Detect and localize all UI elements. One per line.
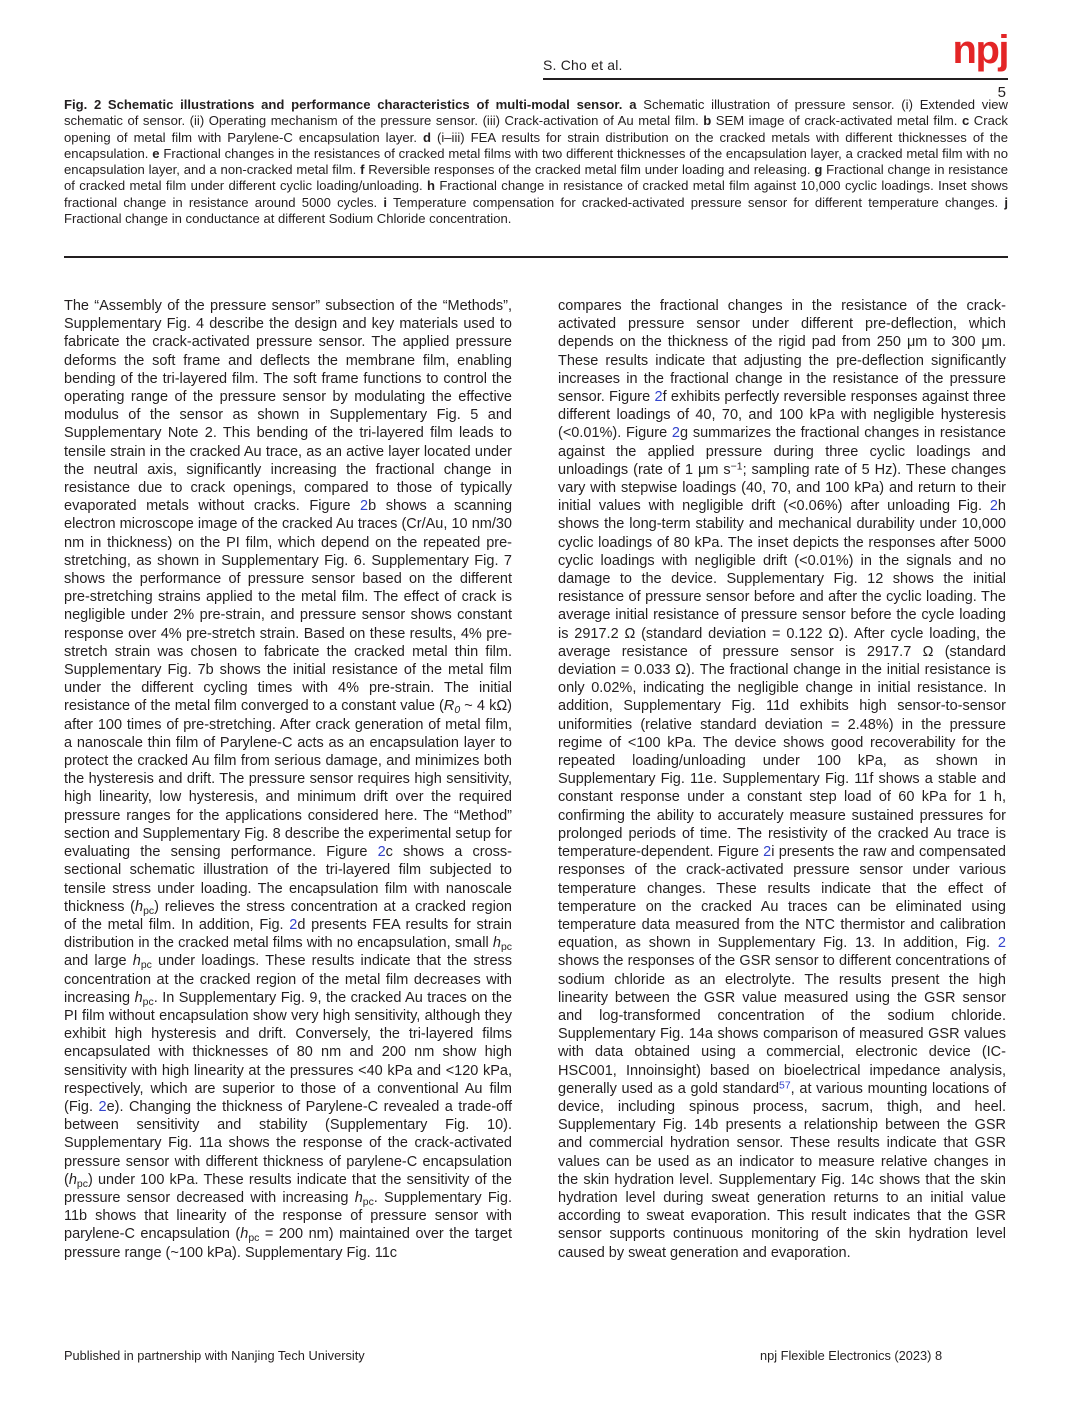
text-run: pc [143, 905, 155, 917]
fig-2c-link[interactable]: 2 [377, 844, 386, 861]
text-run: Fractional change in conductance at different Sodium Chloride concentration. [64, 211, 512, 227]
text-run: Reversible responses of the cracked metal film under loading and releasing. [364, 162, 815, 178]
text-run: j [1004, 194, 1008, 210]
text-run: h [240, 1226, 249, 1243]
text-run: compares the fractional changes in the resistance of the crack-activated pressure sensor under different pre-deflection, which depends on the thickness of the rigid pad from 250 μm to 300 μm. These results indicate that adjusting the pre-deflection significantly increases in the fractional change in the resistance of the pressure sensor. Figure [558, 298, 1006, 406]
page-number: 5 [997, 84, 1006, 101]
text-run: b shows a scanning electron microscope image of the cracked Au traces (Cr/Au, 10 nm/30 nm in thickness) on the PI film, which depend on the repeated pre-stretching, as shown in Supplementary Fig. 6. Supplementary Fig. 7 shows the performance of pressure sensor based on the different pre-stretching strains applied to the metal film. The effect of crack is negligible under 2% pre-strain, and pressure sensor shows constant response over 4% pre-stretch strain. Based on these results, 4% pre-stretch strain was chosen to fabricate the cracked metal thin film. Supplementary Fig. 7b shows the initial resistance of the metal film under the different cycling times with 4% pre-strain. The initial resistance of the metal film converged to a constant value ( [64, 498, 513, 715]
fig-2b-link[interactable]: 2 [360, 498, 369, 515]
text-run: d presents FEA results for strain distribution in the cracked metal films with no encapsulation, small [64, 916, 512, 952]
text-run: h shows the long-term stability and mechanical durability under 10,000 cyclic loadings of 80 kPa. The inset depicts the responses after 5000 cyclic loadings with negligible drift (<0.01%) in the signals and no damage to the device. Supplementary Fig. 12 shows the initial resistance of pressure sensor before and after the cyclic loading. The average initial resistance of pressure sensor before the cycle loading is 2917.2 Ω (standard deviation = 0.122 Ω). After cycle loading, the average resistance of pressure sensor is 2917.7 Ω (standard deviation = 0.033 Ω). The fractional change in the initial resistance is only 0.02%, indicating the negligible change in initial resistance. In addition, Supplementary Fig. 11d exhibits high sensor-to-sensor uniformities (relative standard deviation = 2.48%) in the pressure regime of <100 kPa. The device shows good recoverability for the repeated loading/unloading under 100 kPa, as shown in Supplementary Fig. 11e. Supplementary Fig. 11f shows a stable and constant response under a constant step load of 60 kPa for 1 h, confirming the ability to accurately measure sustained pressures for prolonged periods of time. The resistivity of the cracked Au trace is temperature-dependent. Figure [558, 498, 1006, 861]
text-run: i [383, 194, 387, 210]
text-run: pc [76, 1178, 88, 1190]
fig-2-link[interactable]: 2 [997, 935, 1006, 952]
fig-2g-link[interactable]: 2 [671, 425, 680, 442]
text-run: −1 [730, 461, 743, 473]
text-run: g [814, 162, 823, 178]
caption-rule [64, 256, 1008, 258]
text-run: and large [64, 953, 133, 970]
text-run: Fractional change in resistance of cracked metal film against 10,000 cyclic loadings. Inset shows fractional change in resistance around 5000 cycles. [64, 178, 1008, 210]
text-run: pc [500, 942, 512, 954]
text-run: pc [142, 996, 154, 1008]
text-run: e). Changing the thickness of Parylene-C revealed a trade-off between sensitivity and stability (Supplementary Fig. 10). Supplementary Fig. 11a shows the response of the crack-activated pressure sensor with different thickness of parylene-C encapsulation ( [64, 1098, 513, 1188]
text-run: a [629, 97, 637, 112]
text-run: h [68, 1171, 77, 1188]
text-run: b [703, 113, 712, 129]
text-run: h [134, 989, 143, 1006]
npj-logo: npj [952, 28, 1008, 72]
text-run: Crack opening of metal film with Parylene-C encapsulation layer. [64, 113, 1008, 145]
text-run: Temperature compensation for cracked-activated pressure sensor for different temperature changes. [387, 194, 1005, 210]
text-run: d [422, 129, 431, 145]
figure-caption [64, 97, 1008, 249]
text-run: c shows a cross-sectional schematic illustration of the tri-layered film subjected to tensile stress under loading. The encapsulation film with nanoscale thickness ( [64, 844, 512, 915]
text-run: ~ 4 kΩ) after 100 times of pre-stretching. After crack generation of metal film, a nanoscale thin film of Parylene-C acts as an encapsulation layer to protect the cracked Au film from serious damage, and minimizes both the hysteresis and drift. The pressure sensor requires high sensitivity, high linearity, low hysteresis, and minimum drift over the required pressure ranges for the applications considered here. The “Method” section and Supplementary Fig. 8 describe the experimental setup for evaluating the sensing performance. Figure [64, 698, 512, 861]
text-run: Fractional change in resistance of cracked metal film under different cyclic loading/unloading. [64, 162, 1008, 194]
fig-2i-link[interactable]: 2 [763, 844, 772, 861]
fig-2f-link[interactable]: 2 [654, 389, 663, 406]
text-run: under loadings. These results indicate that the stress concentration at the cracked region of the metal film decreases with increasing [64, 953, 513, 1006]
text-run: pc [248, 1233, 260, 1245]
text-run: h [354, 1189, 363, 1206]
text-run: h [132, 953, 141, 970]
text-run: . Supplementary Fig. 11b shows that linearity of the response of pressure sensor with parylene-C encapsulation ( [64, 1189, 512, 1243]
text-run: ; sampling rate of 5 Hz). These changes vary with stepwise loadings (40, 70, and 100 kPa) and return to their initial values with negligible drift (<0.06%) after unloading Fig. [558, 461, 1006, 515]
text-run: R [443, 698, 455, 715]
text-run: h [492, 935, 501, 952]
running-head: S. Cho et al. [543, 57, 623, 73]
fig-2h-link[interactable]: 2 [989, 498, 998, 515]
text-run: SEM image of crack-activated metal film. [711, 113, 962, 129]
text-run: e [152, 145, 160, 161]
text-run: Schematic illustration of pressure sensor. (i) Extended view schematic of sensor. (ii) Operating mechanism of the pressure sensor. (iii) Crack-activation of Au metal film. [64, 97, 1008, 129]
body-column-left [64, 297, 512, 1262]
text-run: f exhibits perfectly reversible responses against three different loadings of 40, 70, and 100 kPa with negligible hysteresis (<0.01%). Figure [558, 389, 1006, 442]
text-run: 0 [454, 705, 461, 717]
text-run: h [427, 178, 436, 194]
text-run: i presents the raw and compensated responses of the crack-activated pressure sensor under various temperature changes. These results indicate that the effect of temperature on the cracked Au traces can be eliminated using temperature data measured from the NTC thermistor and calibration equation, as shown in Supplementary Fig. 13. In addition, Fig. [558, 844, 1006, 952]
text-run: Fig. 2 Schematic illustrations and performance characteristics of multi-modal sensor. [64, 97, 630, 112]
journal-citation: npj Flexible Electronics (2023) 8 [760, 1348, 943, 1363]
text-run: f [360, 162, 365, 178]
text-run: pc [140, 960, 152, 972]
partnership-note: Published in partnership with Nanjing Tech University [64, 1348, 365, 1363]
text-run: ) under 100 kPa. These results indicate that the sensitivity of the pressure sensor decreased with increasing [64, 1171, 512, 1206]
text-run: ) relieves the stress concentration at a cracked region of the metal film. In addition, Fig. [64, 898, 512, 933]
text-run: The “Assembly of the pressure sensor” subsection of the “Methods”, Supplementary Fig. 4 describe the design and key materials used to fabricate the crack-activated pressure sensor. The applied pressure deforms the soft frame and deflects the membrane film, enabling bending of the tri-layered film. The soft frame functions to control the operating range of the pressure sensor by modulating the effective modulus of the sensor as shown in Supplementary Fig. 5 and Supplementary Note 2. This bending of the tri-layered film leads to tensile strain in the cracked Au trace, as an active layer located under the neutral axis, significantly increasing the fractional change in resistance due to crack openings, compared to those of typically evaporated metals without cracks. Figure [64, 298, 512, 515]
text-run: (i–iii) FEA results for strain distribution on the cracked metals with different thicknesses of the encapsulation. [64, 129, 1008, 161]
text-run: shows the responses of the GSR sensor to different concentrations of sodium chloride as an electrolyte. The results present the high linearity between the GSR value measured using the GSR sensor and log-transformed concentration of the sodium chloride. Supplementary Fig. 14a shows comparison of measured GSR values with data obtained using a commercial, electronic device (IC-HSC001, Innoinsight) based on bioelectrical impedance analysis, generally used as a gold standard [558, 953, 1006, 1097]
fig-2d-link[interactable]: 2 [289, 916, 298, 933]
text-run: h [135, 898, 144, 915]
text-run: = 200 nm) maintained over the target pressure range (~100 kPa). Supplementary Fig. 11c [64, 1226, 512, 1261]
header-rule [543, 78, 1008, 80]
text-run: g summarizes the fractional changes in resistance against the applied pressure during three cyclic loadings and unloadings (rate of 1 μm s [558, 425, 1006, 478]
body-column-right [558, 297, 1006, 1262]
text-run: pc [362, 1196, 374, 1208]
ref-57-link[interactable]: 57 [779, 1080, 791, 1092]
text-run: , at various mounting locations of device, including spinous process, sacrum, thigh, and heel. Supplementary Fig. 14b presents a relationship between the GSR and commercial hydration sensor. These results indicate that GSR values can be used as an indicator to measure relative changes in the skin hydration level. Supplementary Fig. 14c shows that the skin hydration level during sweat generation returns to an initial value according to sweat evaporation. This result indicates that the GSR sensor supports continuous monitoring of the skin hydration level caused by sweat generation and evaporation. [558, 1080, 1007, 1261]
text-run: Fractional changes in the resistances of cracked metal films with two different thicknesses of the encapsulation layer, a cracked metal film with no encapsulation layer, and a non-cracked metal film. [64, 145, 1008, 178]
text-run: . In Supplementary Fig. 9, the cracked Au traces on the PI film without encapsulation show very high sensitivity, although they exhibit high hysteresis and drift. Conversely, the tri-layered films encapsulated with thicknesses of 80 nm and 200 nm show high sensitivity with high linearity at the pressures <40 kPa and <120 kPa, respectively, which are superior to those of a conventional Au film (Fig. [64, 989, 512, 1115]
text-run: c [961, 113, 970, 129]
fig-2e-link[interactable]: 2 [98, 1098, 107, 1115]
